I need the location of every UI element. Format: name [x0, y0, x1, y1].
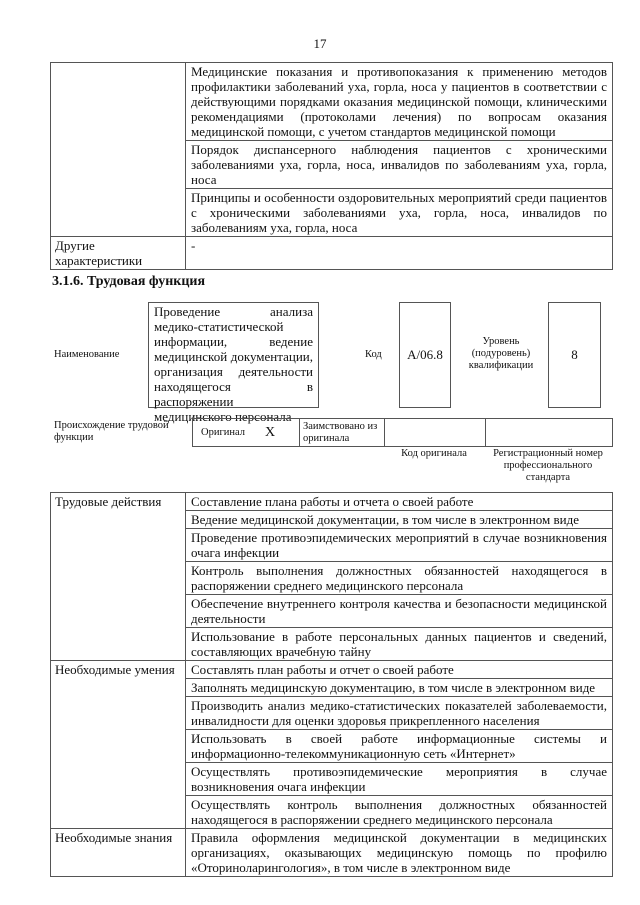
original-label: Оригинал	[201, 426, 245, 438]
row-text: Медицинские показания и противопоказания к применению методов профилактики заболеваний уха, горла, носа у пациентов в соответствии с действующими порядками оказания медицинской помощи, клиническими рекомендациями (протоколами лечения) по вопросам оказания медицинской помощи, с учетом стандартов медицинской помощи	[186, 63, 613, 141]
table-row	[51, 493, 613, 511]
row-label: Другие характеристики	[51, 237, 186, 270]
level-label: Уровень (подуровень) квалификации	[468, 336, 534, 371]
table-row	[51, 237, 613, 270]
list-item: Осуществлять противоэпидемические мероприятия в случае возникновения очага инфекции	[186, 763, 613, 796]
reg-number-label: Регистрационный номер профессионального стандарта	[493, 448, 603, 483]
section-label: Необходимые умения	[51, 661, 186, 829]
section-label: Необходимые знания	[51, 829, 186, 877]
code-value-box: А/06.8	[399, 302, 451, 408]
section-label: Трудовые действия	[51, 493, 186, 661]
list-item: Использование в работе персональных данных пациентов и сведений, составляющих врачебную тайну	[186, 628, 613, 661]
list-item: Осуществлять контроль выполнения должностных обязанностей находящегося в распоряжении среднего медицинского персонала	[186, 796, 613, 829]
reg-number-cell	[486, 419, 612, 446]
row-text: Порядок диспансерного наблюдения пациентов с хроническими заболеваниями уха, горла, носа, инвалидов по заболеваниям уха, горла, носа	[186, 141, 613, 189]
list-item: Правила оформления медицинской документации в медицинских организациях, оказывающих медицинскую помощь по профилю «Оториноларингология», в том числе в электронном виде	[186, 829, 613, 877]
list-item: Использовать в своей работе информационные системы и информационно-телекоммуникационную сеть «Интернет»	[186, 730, 613, 763]
original-cell	[193, 419, 300, 446]
table-row	[51, 829, 613, 877]
name-label: Наименование	[54, 349, 120, 360]
list-item: Составлять план работы и отчет о своей работе	[186, 661, 613, 679]
table-row	[51, 661, 613, 679]
list-item: Заполнять медицинскую документацию, в том числе в электронном виде	[186, 679, 613, 697]
list-item: Обеспечение внутреннего контроля качества и безопасности медицинской деятельности	[186, 595, 613, 628]
original-mark: X	[265, 424, 276, 440]
original-code-label: Код оригинала	[401, 448, 467, 459]
section-heading: 3.1.6. Трудовая функция	[52, 274, 206, 289]
row-text: Принципы и особенности оздоровительных мероприятий среди пациентов с хроническими заболеваниями уха, горла, носа, инвалидов по заболеваниям уха, горла, носа	[186, 189, 613, 237]
origin-row	[192, 418, 613, 447]
list-item: Составление плана работы и отчета о своей работе	[186, 493, 613, 511]
list-item: Производить анализ медико-статистических показателей заболеваемости, инвалидности для оценки здоровья прикрепленного населения	[186, 697, 613, 730]
table-row	[51, 63, 613, 141]
list-item: Контроль выполнения должностных обязанностей находящегося в распоряжении среднего медицинского персонала	[186, 562, 613, 595]
code-label: Код	[365, 349, 382, 360]
list-item: Проведение противоэпидемических мероприятий в случае возникновения очага инфекции	[186, 529, 613, 562]
function-name-box: Проведение анализа медико-статистической информации, ведение медицинской документации, организация деятельности находящегося в распоряжении медицинского персонала	[148, 302, 319, 408]
list-item: Ведение медицинской документации, в том числе в электронном виде	[186, 511, 613, 529]
knowledge-table-continued	[50, 62, 613, 270]
page-number: 17	[313, 36, 327, 51]
original-code-cell	[385, 419, 486, 446]
row-text: -	[186, 237, 613, 270]
level-value-box: 8	[548, 302, 601, 408]
origin-label: Происхождение трудовой функции	[54, 420, 169, 443]
row-label	[51, 63, 186, 237]
function-details-table	[50, 492, 613, 877]
borrowed-label: Заимствовано из оригинала	[300, 419, 385, 446]
